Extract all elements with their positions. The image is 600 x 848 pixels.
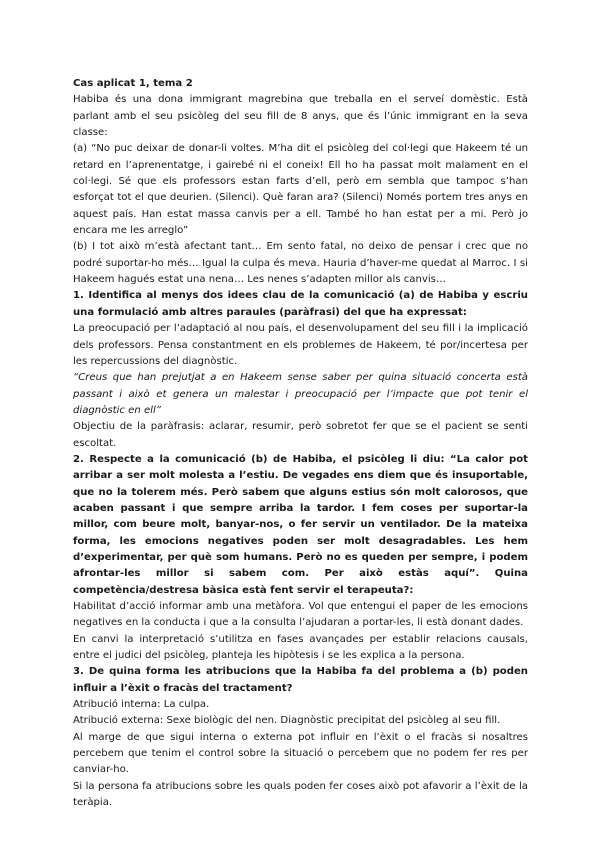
question-1-answer: La preocupació per l’adaptació al nou país, el desenvolupament del seu fill i la implicació dels professors. Pensa constantment en els problemes de Hakeem, té por/incertesa per les repercussions del diagnòstic. <box>73 323 528 367</box>
question-1: 1. Identifica al menys dos idees clau de la comunicació (a) de Habiba y escriu una formulació amb altres paraules (paràfrasi) del que ha expressat: <box>73 290 528 318</box>
statement-a: (a) “No puc deixar de donar-li voltes. M’ha dit el psicòleg del col·legi que Hakeem té un retard en l’aprenentatge, i gairebé ni el coneix! Ell ho ha passat molt malament en el col·legi. Sé que els professors estan farts d’ell, però em sembla que tampoc s’han esforçat tot el que deurien. (Silenci). Què faran ara? (Silenci) Només portem tres anys en aquest país. Han estat massa canvis per a ell. També ho han estat per a mi. Però jo encara me les arreglo” <box>73 143 528 237</box>
question-3: 3. De quina forma les atribucions que la Habiba fa del problema a (b) poden influir a l’èxit o fracàs del tractament? <box>73 666 528 694</box>
question-1-quote: “Creus que han prejutjat a en Hakeem sense saber per quina situació concerta està passant i això et genera un malestar i preocupació per l’impacte que pot tenir el diagnòstic en ell” <box>73 372 528 416</box>
document-title: Cas aplicat 1, tema 2 <box>73 78 193 89</box>
question-1-objective: Objectiu de la paràfrasis: aclarar, resumir, però sobretot fer que se el pacient se senti escoltat. <box>73 421 528 449</box>
question-3-external-attribution: Atribució externa: Sexe biològic del nen. Diagnòstic precipitat del psicòleg al seu fill. <box>73 715 501 727</box>
question-3-control: Al marge de que sigui interna o externa pot influir en l’èxit o el fracàs si nosaltres percebem que tenim el control sobre la situació o percebem que no podem fer res per canviar-ho. <box>73 731 528 776</box>
question-2-answer-2: En canvi la interpretació s’utilitza en fases avançades per establir relacions causals, entre el judici del psicòleg, planteja les hipòtesis i se les explica a la persona. <box>73 633 528 662</box>
question-2-answer-1: Habilitat d’acció informar amb una metàfora. Vol que entengui el paper de les emocions negatives en la conducta i que a la consulta l’ajudaran a portar-les, li està donant dades. <box>73 601 528 629</box>
question-3-conclusion: Si la persona fa atribucions sobre les quals poden fer coses això pot afavorir a l’èxit de la teràpia. <box>73 780 528 809</box>
question-2: 2. Respecte a la comunicació (b) de Habiba, el psicòleg li diu: “La calor pot arribar a ser molt molesta a l’estiu. De vegades ens diem que és insuportable, que no la tolerem més. Però sabem que alguns estius són molt calorosos, que acaben passant i que sempre arriba la tardor. I fem coses per suportar-la millor, com beure molt, banyar-nos, o fer servir un ventilador. De la mateixa forma, les emocions negatives poden ser molt desagradables. Les hem d’experimentar, per què som humans. Però no es queden per sempre, i podem afrontar-les millor si sabem com. Per això estàs aquí”. Quina competència/destresa bàsica està fent servir el terapeuta?: <box>73 453 528 596</box>
question-3-internal-attribution: Atribució interna: La culpa. <box>73 699 210 711</box>
intro-paragraph: Habiba és una dona immigrant magrebina que treballa en el serveí domèstic. Està parlant amb el seu psicòleg del seu fill de 8 anys, que és l’únic immigrant en la seva classe: <box>73 94 528 139</box>
statement-b: (b) I tot això m’està afectant tant… Em sento fatal, no deixo de pensar i crec que no podré suportar-ho més… Igual la culpa és meva. Hauria d’haver-me quedat al Marroc. I si Hakeem hagués estat una nena… Les nenes s’adapten millor als canvis… <box>73 241 528 286</box>
